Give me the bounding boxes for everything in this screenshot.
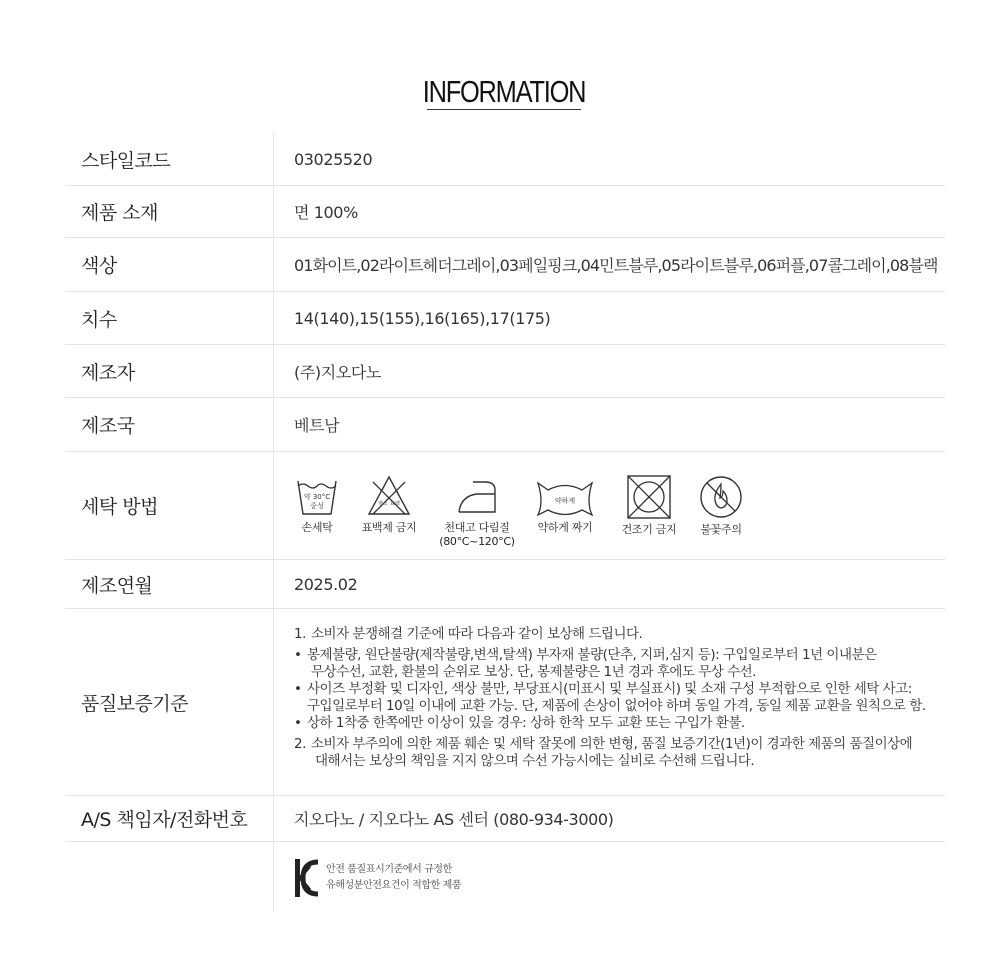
quality-item bbox=[294, 626, 944, 643]
kc-text-line-1: 안전 품질표시기준에서 규정한 bbox=[326, 864, 452, 875]
row-made-date bbox=[65, 560, 945, 609]
quality-line: 사이즈 부정확 및 디자인, 색상 불만, 부당표시(미표시 및 부실표시) 및 소재 구성 부적합으로 인한 세탁 사고: bbox=[307, 681, 912, 697]
hand-wash-temp: 약 30°C bbox=[303, 493, 331, 501]
row-size bbox=[65, 292, 945, 345]
quality-item bbox=[294, 715, 944, 732]
label-size: 치수 bbox=[81, 308, 117, 331]
hand-wash-caption: 손세탁 bbox=[301, 521, 333, 534]
iron-temp-caption: (80°C~120°C) bbox=[439, 535, 515, 548]
label-color: 색상 bbox=[81, 255, 117, 277]
quality-marker: 2. bbox=[294, 736, 306, 752]
row-country bbox=[65, 398, 945, 452]
kc-mark-icon bbox=[294, 858, 320, 898]
quality-item bbox=[294, 647, 944, 681]
iron-icon bbox=[453, 474, 501, 518]
value-size: 14(140),15(155),16(165),17(175) bbox=[294, 308, 551, 328]
no-bleach-text-2: 표백 bbox=[390, 501, 400, 507]
quality-line: 봉제불량, 원단불량(제작불량,변색,탈색) 부자재 불량(단추, 지퍼,심지 등): 구입일로부터 1년 이내분은 bbox=[307, 647, 877, 663]
quality-line: 대해서는 보상의 책임을 지지 않으며 수선 가능시에는 실비로 수선해 드립니다. bbox=[315, 753, 755, 769]
row-wash-method bbox=[65, 452, 945, 560]
flame-caution-caption: 불꽃주의 bbox=[700, 523, 742, 536]
value-material: 면 100% bbox=[294, 203, 358, 222]
gentle-wring-icon bbox=[534, 474, 596, 518]
quality-marker: 1. bbox=[294, 626, 306, 642]
wash-symbol-hand-wash bbox=[291, 474, 343, 535]
row-style-code bbox=[65, 133, 945, 186]
quality-line: 소비자 분쟁해결 기준에 따라 다음과 같이 보상해 드립니다. bbox=[311, 626, 643, 642]
label-country: 제조국 bbox=[81, 415, 135, 437]
wash-symbol-gentle-wring bbox=[530, 474, 600, 535]
iron-caption: 천대고 다림질 bbox=[444, 521, 510, 534]
row-material bbox=[65, 186, 945, 238]
no-bleach-text-1: 염소 bbox=[378, 501, 388, 507]
wash-symbol-no-tumble-dry bbox=[614, 474, 684, 537]
row-after-service bbox=[65, 796, 945, 842]
label-made-date: 제조연월 bbox=[81, 574, 153, 597]
quality-line: 무상수선, 교환, 환불의 순위로 보상. 단, 봉제불량은 1년 경과 후에도 무상 수선. bbox=[311, 664, 756, 680]
label-maker: 제조자 bbox=[81, 361, 135, 384]
quality-marker: • bbox=[294, 715, 302, 731]
page-title: INFORMATION bbox=[422, 74, 586, 109]
kc-text-line-2: 유해성분안전요건이 적합한 제품 bbox=[326, 880, 462, 891]
label-style-code: 스타일코드 bbox=[81, 149, 171, 172]
quality-item bbox=[294, 736, 944, 770]
label-after-service: A/S 책임자/전화번호 bbox=[81, 809, 248, 831]
hand-wash-icon bbox=[295, 474, 339, 518]
row-maker bbox=[65, 345, 945, 398]
title-underline bbox=[427, 109, 581, 110]
gentle-wring-text: 약하게 bbox=[554, 497, 576, 505]
kc-certification bbox=[294, 858, 461, 898]
row-quality bbox=[65, 609, 945, 796]
flame-caution-icon bbox=[698, 474, 744, 520]
value-style-code: 03025520 bbox=[294, 149, 373, 169]
quality-item bbox=[294, 681, 944, 715]
no-tumble-dry-caption: 건조기 금지 bbox=[621, 523, 677, 536]
label-wash-method: 세탁 방법 bbox=[81, 496, 158, 518]
value-made-date: 2025.02 bbox=[294, 574, 358, 594]
label-quality: 품질보증기준 bbox=[81, 692, 189, 715]
value-color: 01화이트,02라이트헤더그레이,03페일핑크,04민트블루,05라이트블루,06퍼플,07콜그레이,08블랙 bbox=[294, 256, 938, 275]
wash-symbol-no-bleach bbox=[358, 474, 420, 535]
quality-text bbox=[294, 626, 944, 770]
value-maker: (주)지오다노 bbox=[294, 362, 381, 382]
quality-line: 구입일로부터 10일 이내에 교환 가능. 단, 제품에 손상이 없어야 하며 동일 가격, 동일 제품 교환을 원칙으로 함. bbox=[307, 698, 926, 714]
no-tumble-dry-icon bbox=[626, 474, 672, 520]
value-country: 베트남 bbox=[294, 416, 340, 435]
wash-symbol-iron bbox=[435, 474, 519, 549]
no-bleach-icon bbox=[367, 474, 411, 518]
gentle-wring-caption: 약하게 짜기 bbox=[537, 521, 593, 534]
value-after-service: 지오다노 / 지오다노 AS 센터 (080-934-3000) bbox=[294, 810, 614, 829]
row-color bbox=[65, 238, 945, 292]
quality-marker: • bbox=[294, 681, 302, 697]
quality-marker: • bbox=[294, 647, 302, 663]
label-material: 제품 소재 bbox=[81, 202, 158, 224]
wash-symbol-flame-caution bbox=[694, 474, 748, 537]
hand-wash-detergent: 중성 bbox=[310, 502, 324, 510]
quality-line: 소비자 부주의에 의한 제품 훼손 및 세탁 잘못에 의한 변형, 품질 보증기간(1년)이 경과한 제품의 품질이상에 bbox=[311, 736, 913, 752]
no-bleach-caption: 표백제 금지 bbox=[361, 521, 417, 534]
quality-line: 상하 1착중 한쪽에만 이상이 있을 경우: 상하 한착 모두 교환 또는 구입가 환불. bbox=[307, 715, 745, 731]
